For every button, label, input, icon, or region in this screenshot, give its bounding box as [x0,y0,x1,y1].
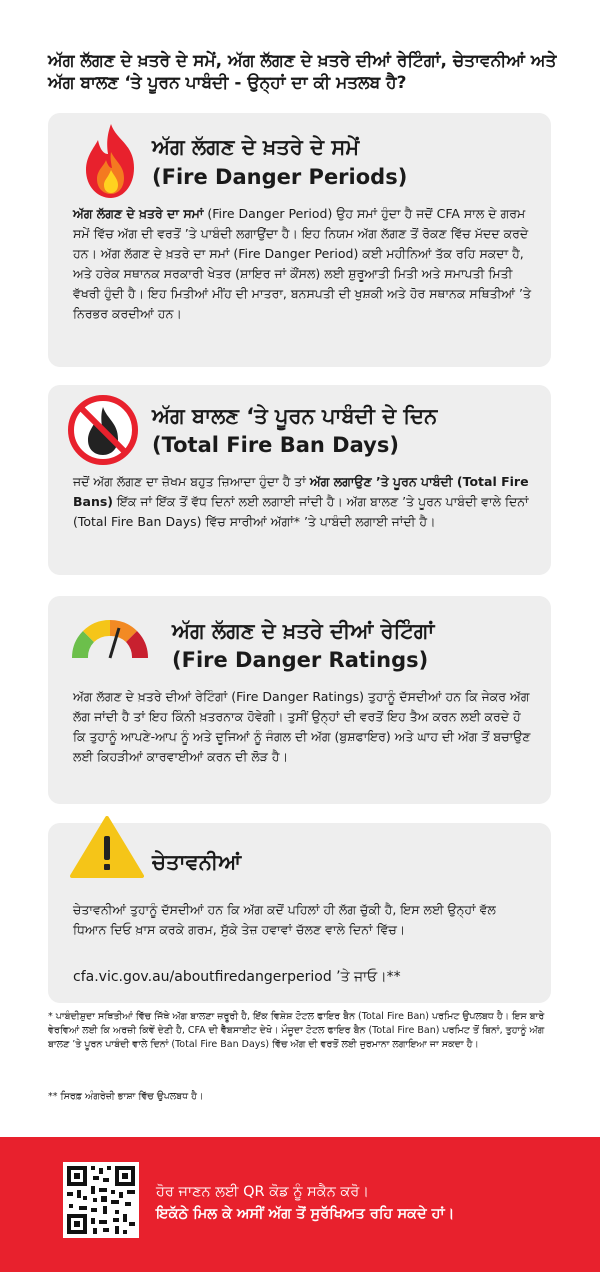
warning-triangle-icon [70,816,144,878]
footnote-permit: * ਪਾਬੰਦੀਸ਼ੁਦਾ ਸਥਿਤੀਆਂ ਵਿੱਚ ਜਿੱਥੇ ਅੱਗ ਬਾਲਣਾ ਜ਼ਰੂਰੀ ਹੈ, ਇੱਕ ਵਿਸ਼ੇਸ਼ ਟੋਟਲ ਫਾਇਰ ਬੈਨ (Total Fire Ban) ਪਰਮਿਟ ਉਪਲਬਧ ਹੈ। ਇਸ ਬਾਰੇ ਵੇਰਵਿਆਂ ਲਈ ਕਿ ਅਰਜ਼ੀ ਕਿਵੇਂ ਦੇਣੀ ਹੈ, CFA ਦੀ ਵੈੱਬਸਾਈਟ ਦੇਖੋ। ਮੌਜੂਦਾ ਟੋਟਲ ਫਾਇਰ ਬੈਨ (Total Fire Ban) ਪਰਮਿਟ ਤੋਂ ਬਿਨਾਂ, ਤੁਹਾਨੂੰ ਅੱਗ ਬਾਲਣ ’ਤੇ ਪੂਰਨ ਪਾਬੰਦੀ ਵਾਲੇ ਦਿਨਾਂ (Total Fire Ban Days) ਵਿੱਚ ਅੱਗ ਦੀ ਵਰਤੋਂ ਲਈ ਜੁਰਮਾਨਾ ਲਗਾਇਆ ਜਾ ਸਕਦਾ ਹੈ। [48,1011,545,1050]
card-title-line1: ਅੱਗ ਬਾਲਣ ‘ਤੇ ਪੂਰਨ ਪਾਬੰਦੀ ਦੇ ਦਿਨ [152,404,438,428]
card-total-fire-ban-days [48,385,551,575]
card-fire-danger-periods [48,113,551,367]
flame-icon [76,122,146,202]
fire-safe-tagline: ਇਕੱਠੇ ਮਿਲ ਕੇ ਅਸੀਂ ਅੱਗ ਤੋਂ ਸੁਰੱਖਿਅਤ ਰਹਿ ਸਕਦੇ ਹਾਂ। [156,1206,455,1222]
card-body: ਚੇਤਾਵਨੀਆਂ ਤੁਹਾਨੂੰ ਦੱਸਦੀਆਂ ਹਨ ਕਿ ਅੱਗ ਕਦੋਂ ਪਹਿਲਾਂ ਹੀ ਲੱਗ ਚੁੱਕੀ ਹੈ, ਇਸ ਲਈ ਉਨ੍ਹਾਂ ਵੱਲ ਧਿਆਨ ਦਿਓ ਖ਼ਾਸ ਕਰਕੇ ਗਰਮ, ਸੁੱਕੇ ਤੇਜ਼ ਹਵਾਵਾਂ ਚੱਲਣ ਵਾਲੇ ਦਿਨਾਂ ਵਿੱਚ। [73,902,496,937]
card-body-pre: ਜਦੋਂ ਅੱਗ ਲੱਗਣ ਦਾ ਜ਼ੋਖਮ ਬਹੁਤ ਜ਼ਿਆਦਾ ਹੁੰਦਾ ਹੈ ਤਾਂ [73,474,310,489]
footnote-english-only: ** ਸਿਰਫ਼ ਅੰਗਰੇਜ਼ੀ ਭਾਸ਼ਾ ਵਿੱਚ ਉਪਲਬਧ ਹੈ। [48,1091,204,1102]
card-title-line1: ਅੱਗ ਲੱਗਣ ਦੇ ਖ਼ਤਰੇ ਦੇ ਸਮੇਂ [152,135,360,159]
card-title-line2: (Fire Danger Ratings) [172,648,429,672]
bottom-banner [0,1137,600,1272]
card-body-bold: ਅੱਗ ਲੱਗਣ ਦੇ ਖ਼ਤਰੇ ਦਾ ਸਮਾਂ [73,206,204,221]
card-body-text: ਇੱਕ ਜਾਂ ਇੱਕ ਤੋਂ ਵੱਧ ਦਿਨਾਂ ਲਈ ਲਗਾਈ ਜਾਂਦੀ ਹੈ। ਅੱਗ ਬਾਲਣ ’ਤੇ ਪੂਰਨ ਪਾਬੰਦੀ ਵਾਲੇ ਦਿਨਾਂ (Total Fire Ban Days) ਵਿੱਚ ਸਾਰੀਆਂ ਅੱਗਾਂ* ’ਤੇ ਪਾਬੰਦੀ ਲਗਾਈ ਜਾਂਦੀ ਹੈ। [73,494,529,529]
card-warnings [48,823,551,1003]
no-fire-icon [66,393,140,467]
card-title: ਚੇਤਾਵਨੀਆਂ [152,850,242,874]
card-body [73,472,533,532]
card-body: ਅੱਗ ਲੱਗਣ ਦੇ ਖ਼ਤਰੇ ਦੀਆਂ ਰੇਟਿੰਗਾਂ (Fire Danger Ratings) ਤੁਹਾਨੂੰ ਦੱਸਦੀਆਂ ਹਨ ਕਿ ਜੇਕਰ ਅੱਗ ਲੱਗ ਜਾਂਦੀ ਹੈ ਤਾਂ ਇਹ ਕਿੰਨੀ ਖ਼ਤਰਨਾਕ ਹੋਵੇਗੀ। ਤੁਸੀਂ ਉਨ੍ਹਾਂ ਦੀ ਵਰਤੋਂ ਇਹ ਤੈਅ ਕਰਨ ਲਈ ਕਰਦੇ ਹੋ ਕਿ ਤੁਹਾਨੂੰ ਆਪਣੇ-ਆਪ ਨੂੰ ਅਤੇ ਦੂਜਿਆਂ ਨੂੰ ਜੰਗਲ ਦੀ ਅੱਗ (ਬੁਸ਼ਫਾਇਰ) ਅਤੇ ਘਾਹ ਦੀ ਅੱਗ ਤੋਂ ਬਚਾਉਣ ਲਈ ਕਿਹੜੀਆਂ ਕਾਰਵਾਈਆਂ ਕਰਨ ਦੀ ਲੋੜ ਹੈ। [73,689,531,764]
card-title-line2: (Total Fire Ban Days) [152,433,399,457]
scan-qr-text: ਹੋਰ ਜਾਣਨ ਲਈ QR ਕੋਡ ਨੂੰ ਸਕੈਨ ਕਰੋ। [156,1184,370,1200]
card-body-bold: ਅੱਗ ਲਗਾਉਣ ’ਤੇ ਪੂਰਨ ਪਾਬੰਦੀ (Total Fire Bans) [73,474,529,509]
qr-code-icon[interactable] [63,1162,139,1238]
card-body-text: (Fire Danger Period) ਉਹ ਸਮਾਂ ਹੁੰਦਾ ਹੈ ਜਦੋਂ CFA ਸਾਲ ਦੇ ਗਰਮ ਸਮੇਂ ਵਿੱਚ ਅੱਗ ਦੀ ਵਰਤੋਂ ’ਤੇ ਪਾਬੰਦੀ ਲਗਾਉਂਦਾ ਹੈ। ਇਹ ਨਿਯਮ ਅੱਗ ਲੱਗਣ ਤੋਂ ਰੋਕਣ ਵਿੱਚ ਮੱਦਦ ਕਰਦੇ ਹਨ। ਅੱਗ ਲੱਗਣ ਦੇ ਖ਼ਤਰੇ ਦਾ ਸਮਾਂ (Fire Danger Period) ਕਈ ਮਹੀਨਿਆਂ ਤੱਕ ਰਹਿ ਸਕਦਾ ਹੈ, ਅਤੇ ਹਰੇਕ ਸਥਾਨਕ ਸਰਕਾਰੀ ਖੇਤਰ (ਸ਼ਾਇਰ ਜਾਂ ਕੌਂਸਲ) ਲਈ ਸ਼ੁਰੂਆਤੀ ਮਿਤੀ ਅਤੇ ਸਮਾਪਤੀ ਮਿਤੀ ਵੱਖਰੀ ਹੁੰਦੀ ਹੈ। ਇਹ ਮਿਤੀਆਂ ਮੀਂਹ ਦੀ ਮਾਤਰਾ, ਬਨਸਪਤੀ ਦੀ ਖੁਸ਼ਕੀ ਅਤੇ ਹੋਰ ਸਥਾਨਕ ਸਥਿਤੀਆਂ ’ਤੇ ਨਿਰਭਰ ਕਰਦੀਆਂ ਹਨ। [73,206,531,321]
page-title: ਅੱਗ ਲੱਗਣ ਦੇ ਖ਼ਤਰੇ ਦੇ ਸਮੇਂ, ਅੱਗ ਲੱਗਣ ਦੇ ਖ਼ਤਰੇ ਦੀਆਂ ਰੇਟਿੰਗਾਂ, ਚੇਤਾਵਨੀਆਂ ਅਤੇ ਅੱਗ ਬਾਲਣ ‘ਤੇ ਪੂਰਨ ਪਾਬੰਦੀ - ਉਨ੍ਹਾਂ ਦਾ ਕੀ ਮਤਲਬ ਹੈ? [48,51,557,93]
rating-gauge-icon [68,614,152,662]
card-title-line1: ਅੱਗ ਲੱਗਣ ਦੇ ਖ਼ਤਰੇ ਦੀਆਂ ਰੇਟਿੰਗਾਂ [172,619,435,643]
card-title-line2: (Fire Danger Periods) [152,165,408,189]
card-body [73,204,533,324]
card-fire-danger-ratings [48,596,551,804]
cfa-link[interactable]: cfa.vic.gov.au/aboutfiredangerperiod ’ਤੇ ਜਾਓ।** [73,969,401,985]
